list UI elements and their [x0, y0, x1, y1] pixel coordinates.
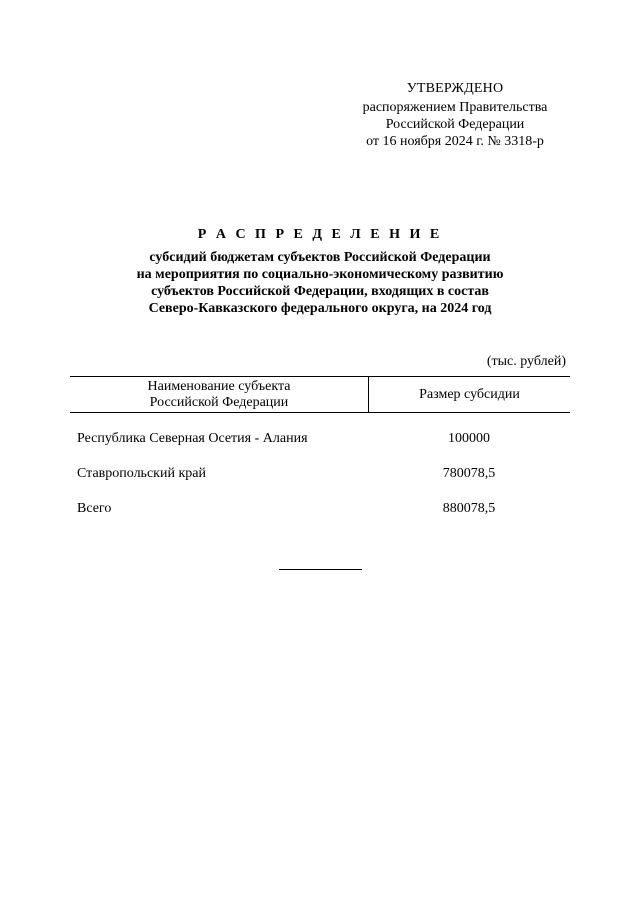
- approval-title: УТВЕРЖДЕНО: [406, 81, 504, 96]
- row-subject-name: Республика Северная Осетия - Алания: [77, 431, 308, 446]
- approval-line-authority: Российской Федерации: [385, 117, 525, 132]
- end-of-document-rule: [279, 569, 362, 570]
- subtitle-line-4: Северо-Кавказского федерального округа, на 2024 год: [148, 301, 492, 316]
- approval-line-decree: распоряжением Правительства: [362, 100, 548, 115]
- table-row: [70, 431, 570, 466]
- table-header: [70, 376, 570, 413]
- table-body: [70, 413, 570, 536]
- document-title: Р А С П Р Е Д Е Л Е Н И Е: [197, 227, 443, 242]
- header-subject-name-line1: Наименование субъекта: [147, 378, 291, 394]
- subtitle-line-1: субсидий бюджетам субъектов Российской Федерации: [149, 250, 491, 265]
- subtitle-line-2: на мероприятия по социально-экономическому развитию: [136, 267, 504, 282]
- units-note: (тыс. рублей): [486, 354, 566, 369]
- header-subject-name-line2: Российской Федерации: [149, 394, 289, 410]
- table-row-total: [70, 501, 570, 536]
- row-total-label: Всего: [77, 501, 112, 516]
- subtitle-line-3: субъектов Российской Федерации, входящих в состав: [151, 284, 489, 299]
- row-subsidy-amount: 780078,5: [442, 466, 496, 481]
- document-subtitle: [0, 249, 640, 317]
- header-subject-name: [70, 377, 369, 412]
- row-total-amount: 880078,5: [442, 501, 496, 516]
- approval-line-date-number: от 16 ноября 2024 г. № 3318-р: [366, 134, 544, 149]
- subsidy-table: [70, 376, 570, 536]
- row-subject-name: Ставропольский край: [77, 466, 206, 481]
- row-subsidy-amount: 100000: [448, 431, 490, 446]
- header-subsidy-amount: Размер субсидии: [419, 386, 520, 402]
- table-row: [70, 466, 570, 501]
- approval-block: [330, 80, 580, 150]
